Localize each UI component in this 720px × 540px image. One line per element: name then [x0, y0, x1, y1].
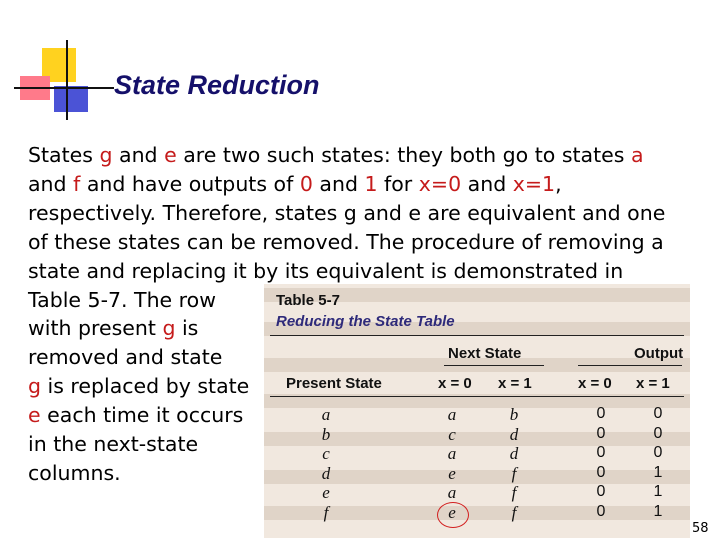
highlighted-text: e [28, 403, 41, 428]
next-state-x1-cell: f [511, 483, 517, 502]
paragraph-line [28, 141, 708, 170]
highlighted-text: g [28, 374, 42, 399]
output-x0-cell: 0 [596, 424, 606, 442]
output-rule [578, 365, 682, 366]
table-top-rule [270, 335, 684, 336]
output-x1-cell: 1 [653, 502, 663, 520]
output-x1-cell: 0 [653, 444, 663, 461]
next-state-x0-cell: a [447, 483, 457, 502]
next-state-x1-header: x = 1 [498, 375, 532, 392]
output-x0-cell: 0 [596, 444, 606, 461]
paragraph-text: and [461, 171, 513, 196]
highlighted-text: g [162, 316, 176, 341]
highlighted-text: f [73, 171, 81, 196]
highlighted-text: g [99, 143, 113, 167]
next-state-x0-header: x = 0 [438, 375, 472, 392]
output-x1-cell: 0 [653, 424, 663, 442]
paragraph-text: each time it occurs [40, 403, 244, 428]
output-x1-header: x = 1 [636, 375, 670, 392]
present-state-cell: e [322, 483, 330, 502]
present-state-cell: b [321, 424, 331, 444]
paragraph-text: are two such states: they both go to states [176, 143, 631, 167]
output-x1-cell: 1 [653, 483, 663, 500]
highlighted-text: x=0 [418, 171, 462, 196]
paragraph-text: and have outputs of [80, 171, 300, 196]
paragraph-text: removed and state [28, 345, 223, 370]
paragraph-text: and [112, 143, 165, 167]
next-state-header: Next State [448, 345, 522, 362]
present-state-header: Present State [286, 375, 382, 392]
paragraph-text: with present [28, 316, 163, 341]
paragraph-text: in the next-state [28, 432, 199, 457]
table-header-rule [270, 396, 684, 397]
slide-logo [14, 40, 114, 120]
next-state-x0-cell: e [448, 463, 456, 483]
next-state-x1-cell: d [509, 424, 519, 444]
paragraph-text: is replaced by state [41, 374, 250, 399]
next-state-x0-cell: e [448, 502, 456, 522]
output-x0-cell: 0 [596, 405, 606, 422]
paragraph-text: respectively. Therefore, states g and e are equivalent and one [28, 200, 666, 225]
paragraph-text: , [555, 171, 562, 196]
next-state-x1-cell: f [511, 463, 517, 483]
present-state-cell: a [321, 405, 331, 424]
logo-vertical-line [66, 40, 68, 120]
table-subcaption: Reducing the State Table [276, 313, 455, 330]
paragraph-text: columns. [28, 460, 121, 485]
paragraph-line [28, 170, 708, 199]
output-x0-cell: 0 [596, 483, 606, 500]
highlight-circle [437, 502, 469, 528]
next-state-x0-cell: c [448, 424, 456, 444]
output-x0-cell: 0 [596, 502, 606, 520]
paragraph-text: for [377, 171, 419, 196]
present-state-cell: d [321, 463, 331, 483]
slide-title: State Reduction [114, 70, 320, 100]
paragraph-line [28, 199, 708, 228]
next-state-x1-cell: d [509, 444, 519, 463]
paragraph-text: States [28, 143, 100, 167]
state-table-image [264, 284, 690, 538]
page-number: 58 [692, 521, 709, 536]
logo-blue-square [54, 86, 88, 112]
highlighted-text: 1 [364, 171, 378, 196]
next-state-x0-cell: a [447, 444, 457, 463]
next-state-x0-cell: a [447, 405, 457, 424]
paragraph-text: state and replacing it by its equivalent is demonstrated in [28, 258, 624, 283]
output-x1-cell: 1 [653, 463, 663, 481]
paragraph-text: Table 5-7. The row [28, 287, 216, 312]
paragraph-text: of these states can be removed. The procedure of removing a [28, 229, 664, 254]
next-state-rule [444, 365, 544, 366]
highlighted-text: a [630, 143, 644, 167]
highlighted-text: e [164, 143, 177, 167]
paragraph-text: is [175, 316, 199, 341]
table-caption: Table 5-7 [276, 292, 340, 309]
present-state-cell: c [322, 444, 330, 463]
output-header: Output [634, 345, 684, 362]
paragraph-text: and [28, 171, 74, 196]
logo-horizontal-line [14, 87, 114, 89]
highlighted-text: 0 [299, 171, 313, 196]
paragraph-text: and [312, 171, 365, 196]
highlighted-text: x=1 [512, 171, 556, 196]
paragraph-line [28, 257, 708, 286]
output-x0-header: x = 0 [578, 375, 612, 392]
output-x1-cell: 0 [653, 405, 663, 422]
paragraph-line [28, 228, 708, 257]
next-state-x1-cell: b [509, 405, 519, 424]
next-state-x1-cell: f [511, 502, 517, 522]
present-state-cell: f [323, 502, 329, 522]
output-x0-cell: 0 [596, 463, 606, 481]
